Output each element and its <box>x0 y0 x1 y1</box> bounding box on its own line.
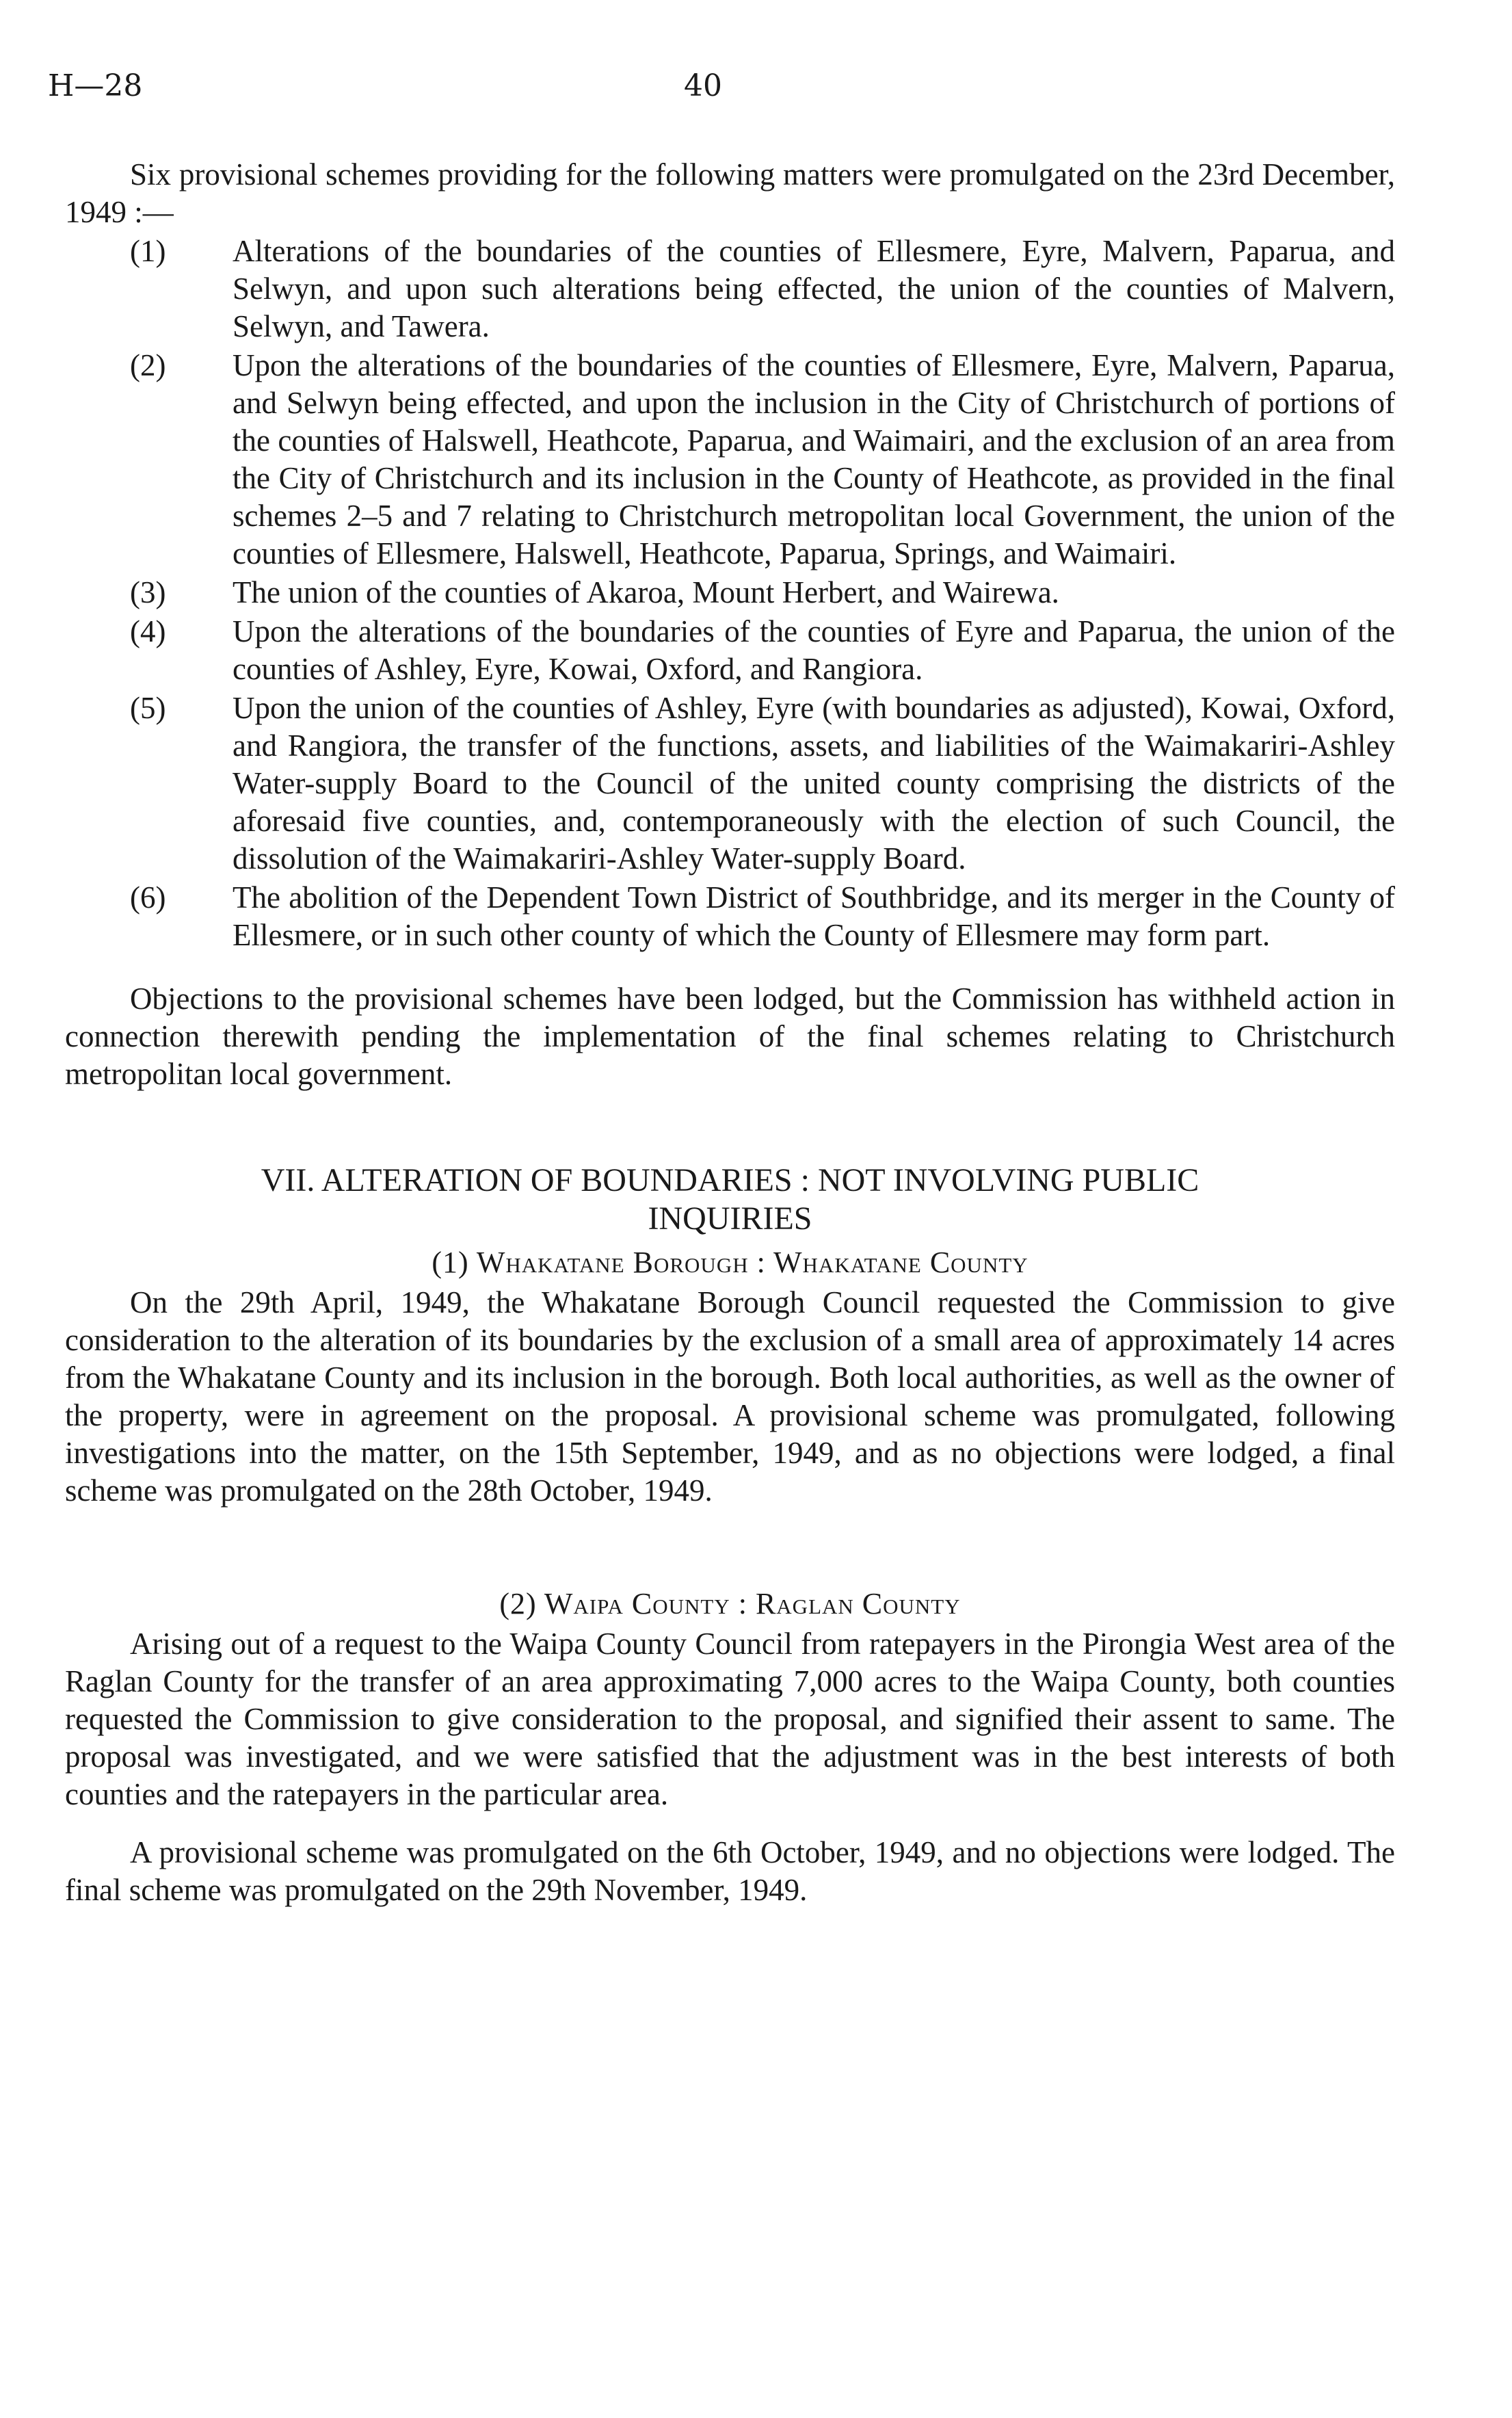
list-item <box>65 689 1395 878</box>
section-heading: VII. ALTERATION OF BOUNDARIES : NOT INVOLVING PUBLIC INQUIRIES <box>261 1162 1199 1237</box>
provisional-schemes-list <box>65 233 1395 954</box>
document-body <box>65 156 1395 1909</box>
document-reference: H—28 <box>48 68 143 103</box>
list-item <box>65 879 1395 954</box>
whakatane-paragraph: On the 29th April, 1949, the Whakatane Borough Council requested the Commission to give consideration to the alteration of its boundaries by the exclusion of a small area of approximately 14 acres from the Whakatane County and its inclusion in the borough. Both local authorities, as well as the owner of the property, were in agreement on the proposal. A provisional scheme was promulgated, following investigations into the matter, on the 15th September, 1949, and as no objections were lodged, a final scheme was promulgated on the 28th October, 1949. <box>65 1285 1395 1508</box>
list-item-text: The abolition of the Dependent Town District of Southbridge, and its merger in the County of Ellesmere, or in such other county of which the County of Ellesmere may form part. <box>233 880 1395 952</box>
list-item-number: (2) <box>130 348 166 382</box>
list-item-text: Upon the union of the counties of Ashley, Eyre (with boundaries as adjusted), Kowai, Oxford, and Rangiora, the transfer of the functions, assets, and liabilities of the Waimakariri-Ashley Water-supply Board to the Council of the united county comprising the districts of the aforesaid five counties, and, contemporaneously with the election of such Council, the dissolution of the Waimakariri-Ashley Water-supply Board. <box>233 691 1395 876</box>
objections-paragraph: Objections to the provisional schemes have been lodged, but the Commission has withheld action in connection therewith pending the implementation of the final schemes relating to Christchurch metropolitan local government. <box>65 982 1395 1091</box>
list-item-text: The union of the counties of Akaroa, Mount Herbert, and Wairewa. <box>233 575 1059 609</box>
list-item <box>65 347 1395 573</box>
list-item-number: (4) <box>130 614 166 648</box>
page-number: 40 <box>684 68 722 103</box>
waipa-paragraph-2: A provisional scheme was promulgated on the 6th October, 1949, and no objections were lodged. The final scheme was promulgated on the 29th November, 1949. <box>65 1835 1395 1907</box>
waipa-paragraph-1: Arising out of a request to the Waipa County Council from ratepayers in the Pirongia West area of the Raglan County for the transfer of an area approximating 7,000 acres to the Waipa County, both counties requested the Commission to give consideration to the proposal, and signified their assent to same. The proposal was investigated, and we were satisfied that the adjustment was in the best interests of both counties and the ratepayers in the particular area. <box>65 1627 1395 1811</box>
subsection-heading-waipa: (2) Waipa County : Raglan County <box>499 1587 961 1620</box>
intro-paragraph: Six provisional schemes providing for the following matters were promulgated on the 23rd December, 1949 :— <box>65 157 1395 229</box>
page-header <box>48 68 1464 109</box>
list-item <box>65 233 1395 345</box>
subsection-heading-whakatane: (1) Whakatane Borough : Whakatane County <box>432 1246 1029 1279</box>
list-item <box>65 613 1395 688</box>
list-item-number: (5) <box>130 691 166 725</box>
list-item-text: Alterations of the boundaries of the counties of Ellesmere, Eyre, Malvern, Paparua, and Selwyn, and upon such alterations being effected, the union of the counties of Malvern, Selwyn, and Tawera. <box>233 234 1395 343</box>
list-item-number: (1) <box>130 234 166 268</box>
list-item-number: (6) <box>130 880 166 915</box>
list-item <box>65 574 1395 612</box>
list-item-number: (3) <box>130 575 166 609</box>
list-item-text: Upon the alterations of the boundaries of the counties of Ellesmere, Eyre, Malvern, Paparua, and Selwyn being effected, and upon the inclusion in the City of Christchurch of portions of the counties of Halswell, Heathcote, Paparua, and Waimairi, and the exclusion of an area from the City of Christchurch and its inclusion in the County of Heathcote, as provided in the final schemes 2–5 and 7 relating to Christchurch metropolitan local Government, the union of the counties of Ellesmere, Halswell, Heathcote, Paparua, Springs, and Waimairi. <box>233 348 1395 570</box>
list-item-text: Upon the alterations of the boundaries of the counties of Eyre and Paparua, the union of the counties of Ashley, Eyre, Kowai, Oxford, and Rangiora. <box>233 614 1395 686</box>
